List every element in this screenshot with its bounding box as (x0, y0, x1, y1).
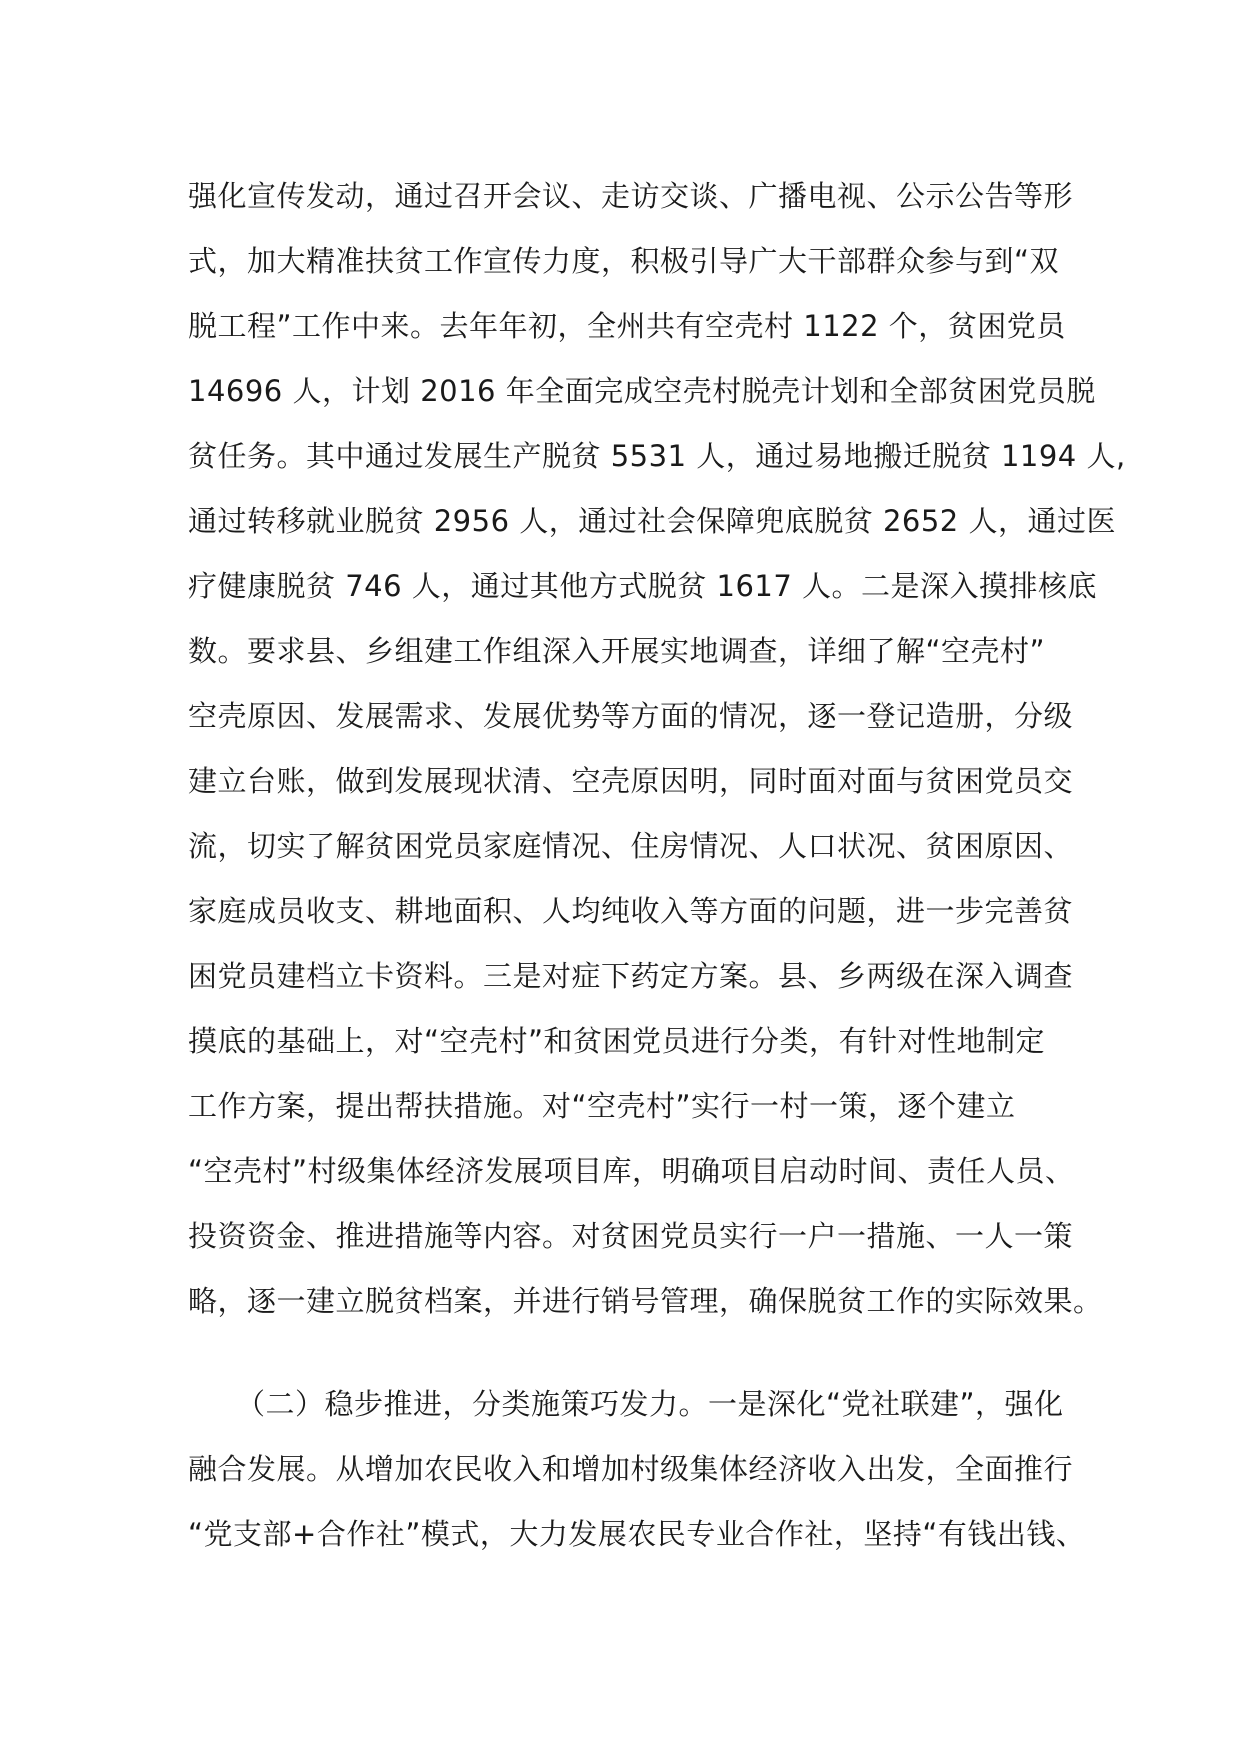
paragraph-line: 14696 人，计划 2016 年全面完成空壳村脱壳计划和全部贫困党员脱 (188, 374, 1096, 408)
paragraph-line: 困党员建档立卡资料。三是对症下药定方案。县、乡两级在深入调查 (188, 959, 1074, 993)
paragraph-line: 流，切实了解贫困党员家庭情况、住房情况、人口状况、贫困原因、 (188, 829, 1074, 863)
paragraph-1 (188, 164, 1126, 1334)
paragraph-line: 投资资金、推进措施等内容。对贫困党员实行一户一措施、一人一策 (188, 1219, 1074, 1253)
paragraph-line: “党支部+合作社”模式，大力发展农民专业合作社，坚持“有钱出钱、 (188, 1517, 1086, 1551)
paragraph-line: （二）稳步推进，分类施策巧发力。一是深化“党社联建”，强化 (236, 1387, 1064, 1421)
paragraph-line: 略，逐一建立脱贫档案，并进行销号管理，确保脱贫工作的实际效果。 (188, 1284, 1103, 1318)
paragraph-line: 强化宣传发动，通过召开会议、走访交谈、广播电视、公示公告等形 (188, 179, 1074, 213)
paragraph-line: 脱工程”工作中来。去年年初，全州共有空壳村 1122 个，贫困党员 (188, 309, 1066, 343)
paragraph-line: 建立台账，做到发展现状清、空壳原因明，同时面对面与贫困党员交 (188, 764, 1074, 798)
paragraph-line: 融合发展。从增加农民收入和增加村级集体经济收入出发，全面推行 (188, 1452, 1074, 1486)
paragraph-2 (188, 1372, 1086, 1567)
paragraph-line: 空壳原因、发展需求、发展优势等方面的情况，逐一登记造册，分级 (188, 699, 1074, 733)
paragraph-line: 通过转移就业脱贫 2956 人，通过社会保障兜底脱贫 2652 人，通过医 (188, 504, 1116, 538)
paragraph-line: 疗健康脱贫 746 人，通过其他方式脱贫 1617 人。二是深入摸排核底 (188, 569, 1098, 603)
paragraph-line: 摸底的基础上，对“空壳村”和贫困党员进行分类，有针对性地制定 (188, 1024, 1046, 1058)
paragraph-line: 家庭成员收支、耕地面积、人均纯收入等方面的问题，进一步完善贫 (188, 894, 1074, 928)
paragraph-line: 贫任务。其中通过发展生产脱贫 5531 人，通过易地搬迁脱贫 1194 人, (188, 439, 1126, 473)
paragraph-line: 数。要求县、乡组建工作组深入开展实地调查，详细了解“空壳村” (188, 634, 1046, 668)
paragraph-line: “空壳村”村级集体经济发展项目库，明确项目启动时间、责任人员、 (188, 1154, 1075, 1188)
paragraph-line: 工作方案，提出帮扶措施。对“空壳村”实行一村一策，逐个建立 (188, 1089, 1016, 1123)
paragraph-line: 式，加大精准扶贫工作宣传力度，积极引导广大干部群众参与到“双 (188, 244, 1060, 278)
